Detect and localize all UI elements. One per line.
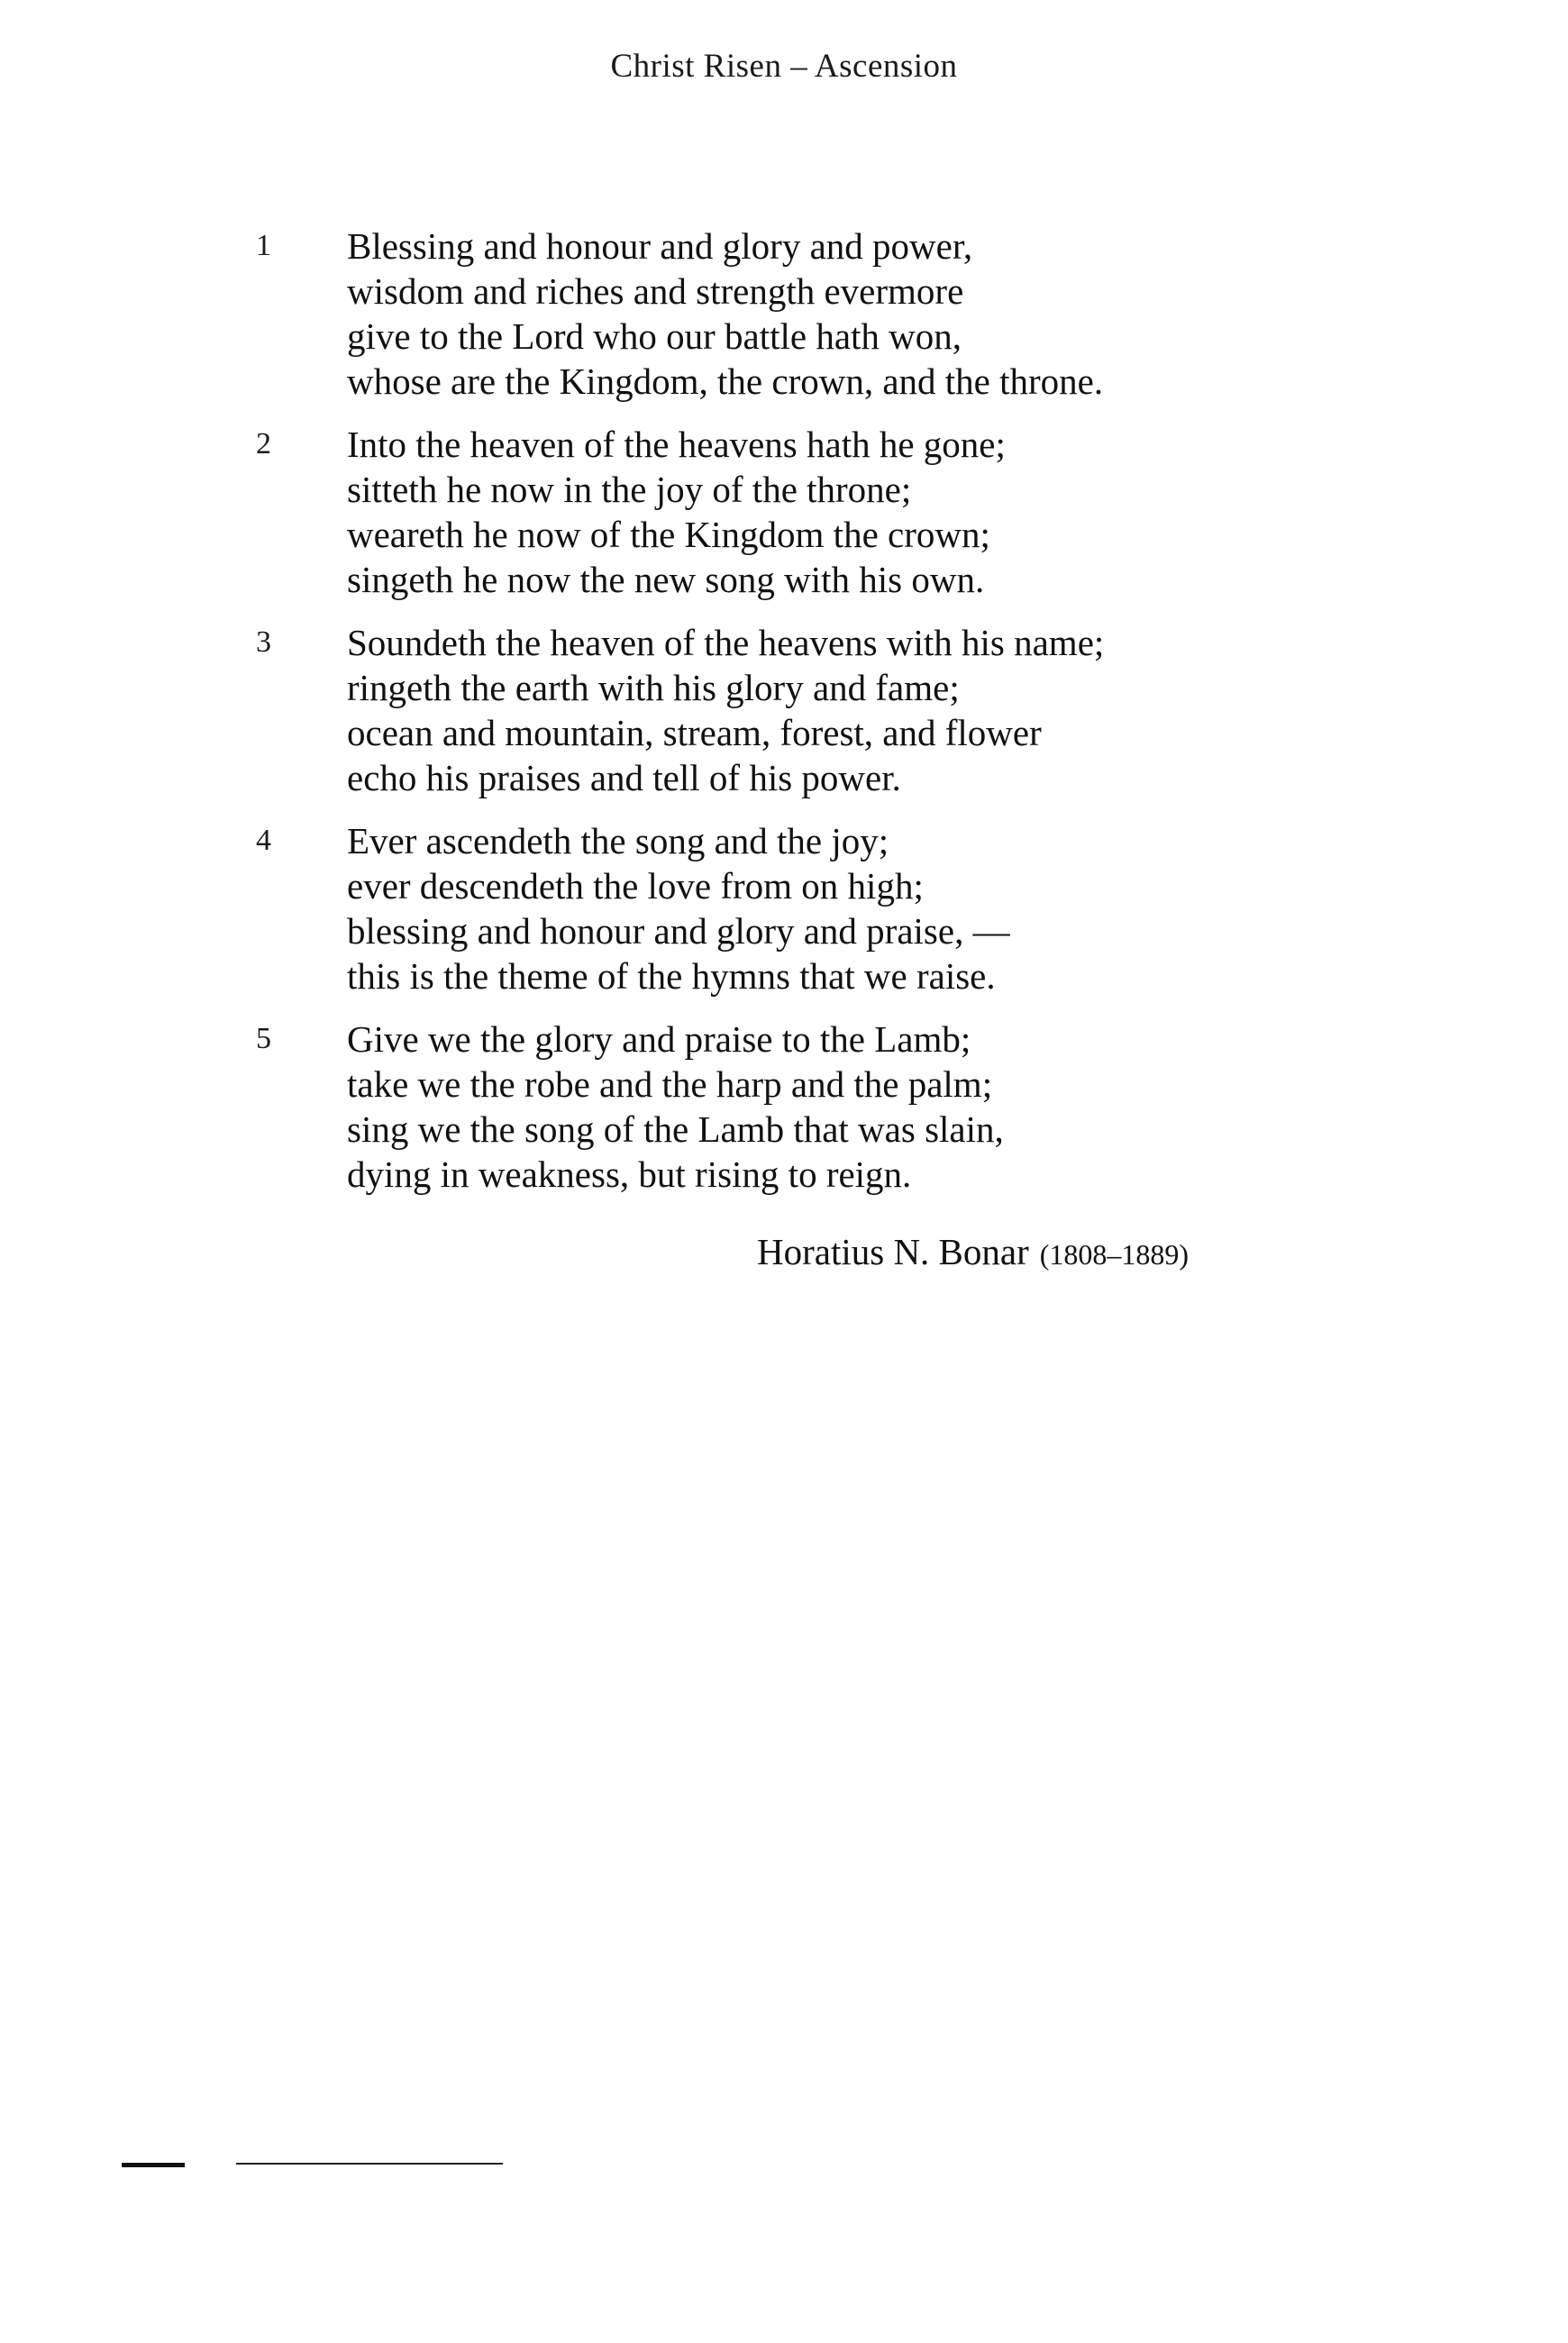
verse-line: this is the theme of the hymns that we raise. xyxy=(347,955,996,997)
verse-lines xyxy=(347,818,1338,998)
verse-line: blessing and honour and glory and praise, — xyxy=(347,910,1010,952)
verse-line: whose are the Kingdom, the crown, and the throne. xyxy=(347,360,1104,402)
verse-number: 1 xyxy=(256,229,271,262)
author-dates: (1808–1889) xyxy=(1039,1238,1190,1271)
verse-line: Blessing and honour and glory and power, xyxy=(347,225,973,267)
verse-line: sing we the song of the Lamb that was slain, xyxy=(347,1108,1004,1150)
verse-number: 2 xyxy=(256,427,271,460)
verse xyxy=(0,223,1568,422)
verse-line: ocean and mountain, stream, forest, and flower xyxy=(347,712,1042,753)
verse-line: ringeth the earth with his glory and fame; xyxy=(347,667,960,708)
verse-line: weareth he now of the Kingdom the crown; xyxy=(347,514,990,555)
verse-line: echo his praises and tell of his power. xyxy=(347,757,901,798)
verse xyxy=(0,818,1568,1017)
verse-list xyxy=(0,223,1568,1215)
verse-line: sitteth he now in the joy of the throne; xyxy=(347,469,912,510)
verse xyxy=(0,1017,1568,1215)
verse xyxy=(0,422,1568,620)
verse xyxy=(0,620,1568,818)
verse-lines xyxy=(347,1017,1338,1197)
verse-line: Soundeth the heaven of the heavens with his name; xyxy=(347,622,1105,663)
verse-line: Into the heaven of the heavens hath he gone; xyxy=(347,424,1006,465)
author-name: Horatius N. Bonar xyxy=(757,1231,1029,1272)
verse-lines xyxy=(347,422,1338,602)
verse-lines xyxy=(347,223,1338,404)
footer-rule-short xyxy=(122,2163,185,2167)
verse-number: 5 xyxy=(256,1022,271,1055)
verse-line: dying in weakness, but rising to reign. xyxy=(347,1153,912,1195)
running-head: Christ Risen – Ascension xyxy=(610,48,958,85)
verse-number: 4 xyxy=(256,824,271,857)
verse-lines xyxy=(347,620,1338,800)
verse-line: singeth he now the new song with his own. xyxy=(347,559,985,600)
footer-rule-long xyxy=(236,2163,503,2165)
verse-number: 3 xyxy=(256,625,271,659)
verse-line: ever descendeth the love from on high; xyxy=(347,865,924,907)
verse-line: Give we the glory and praise to the Lamb; xyxy=(347,1018,971,1060)
attribution xyxy=(757,1230,1189,1273)
verse-line: give to the Lord who our battle hath won, xyxy=(347,315,962,357)
verse-line: Ever ascendeth the song and the joy; xyxy=(347,820,889,862)
verse-line: take we the robe and the harp and the palm; xyxy=(347,1063,993,1105)
verse-line: wisdom and riches and strength evermore xyxy=(347,270,964,312)
